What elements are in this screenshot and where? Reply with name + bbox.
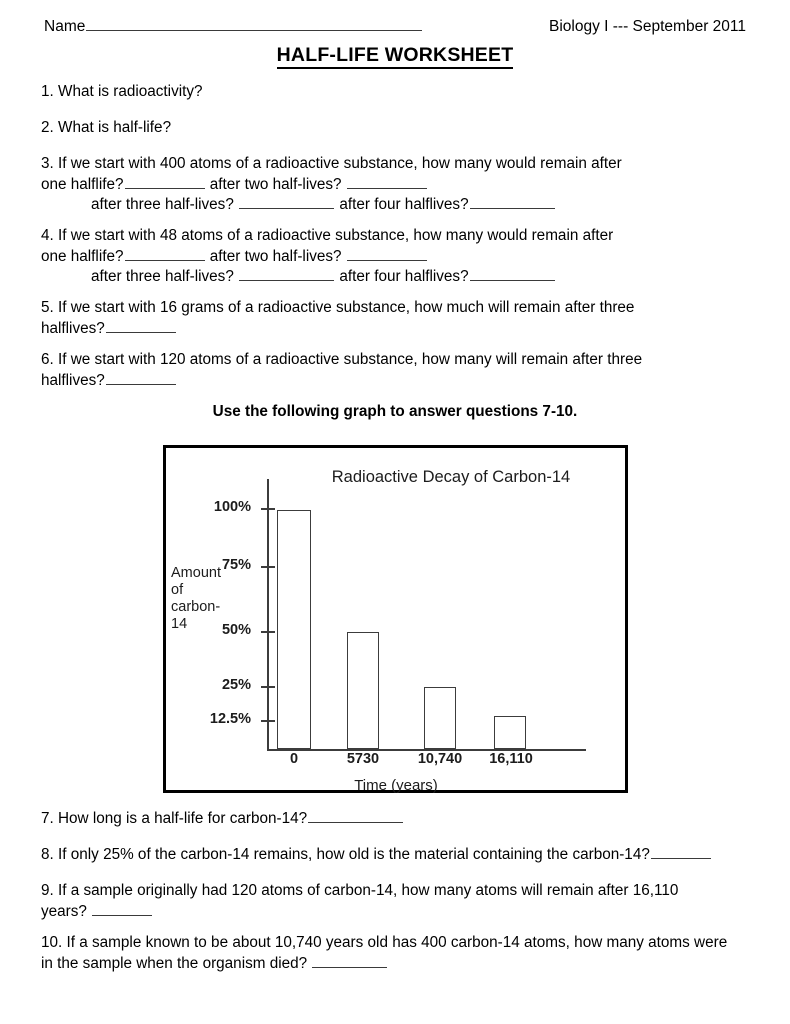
y-tick-label-75: 75% (221, 557, 251, 573)
question-3 (41, 154, 747, 216)
course-info: Biology I --- September 2011 (548, 18, 746, 35)
y-tick-mark (261, 686, 275, 688)
question-1 (41, 82, 747, 103)
question-4-line-2b: after two half-lives? (205, 247, 346, 265)
question-8 (41, 845, 747, 866)
bar-0-years (277, 510, 311, 749)
x-tick-label-10740: 10,740 (417, 751, 463, 767)
question-9-line-1: 9. If a sample originally had 120 atoms of carbon-14, how many atoms will remain after 16,110 (41, 882, 679, 899)
question-1-text: 1. What is radioactivity? (41, 83, 203, 100)
x-tick-label-16110: 16,110 (489, 751, 533, 767)
name-field (44, 17, 422, 36)
question-5-line-1: 5. If we start with 16 grams of a radioactive substance, how much will remain after three (41, 299, 635, 316)
page-title-text: HALF-LIFE WORKSHEET (277, 44, 514, 69)
question-4-line-2a: one halflife? (41, 247, 124, 265)
question-4 (41, 226, 747, 288)
question-6-line-2: halflives? (41, 371, 105, 389)
answer-blank[interactable] (470, 268, 555, 281)
decay-chart (163, 445, 628, 793)
answer-blank[interactable] (125, 176, 205, 189)
answer-blank[interactable] (125, 248, 205, 261)
answer-blank[interactable] (106, 372, 176, 385)
bar-5730-years (347, 632, 379, 749)
question-2-text: 2. What is half-life? (41, 119, 172, 136)
y-tick-mark (261, 508, 275, 510)
answer-blank[interactable] (92, 903, 152, 916)
question-10 (41, 933, 747, 974)
y-axis-title-line-2: of (171, 582, 184, 598)
answer-blank[interactable] (308, 810, 403, 823)
question-3-line-2b: after two half-lives? (205, 175, 346, 193)
y-axis-title (171, 565, 233, 633)
x-axis-title: Time (years) (354, 777, 438, 794)
question-2 (41, 118, 747, 139)
name-label: Name (44, 18, 86, 35)
answer-blank[interactable] (347, 248, 427, 261)
question-4-line-3a: after three half-lives? (91, 268, 239, 285)
question-5 (41, 298, 747, 339)
y-tick-label-50: 50% (221, 622, 251, 638)
chart-inner (166, 448, 625, 794)
question-9 (41, 881, 747, 922)
question-7-text: 7. How long is a half-life for carbon-14? (41, 810, 308, 827)
question-3-line-1: 3. If we start with 400 atoms of a radioactive substance, how many would remain after (41, 155, 622, 172)
chart-title: Radioactive Decay of Carbon-14 (331, 468, 571, 486)
question-6 (41, 350, 747, 391)
question-4-line-1: 4. If we start with 48 atoms of a radioactive substance, how many would remain after (41, 227, 614, 244)
page-title (0, 44, 790, 67)
question-4-line-3b: after four halflives? (335, 268, 469, 285)
question-3-line-3a: after three half-lives? (91, 196, 239, 213)
y-tick-mark (261, 566, 275, 568)
y-tick-label-100: 100% (213, 499, 251, 515)
answer-blank[interactable] (347, 176, 427, 189)
bar-10740-years (424, 687, 456, 749)
y-tick-label-25: 25% (221, 677, 251, 693)
question-5-line-2: halflives? (41, 319, 105, 337)
question-7 (41, 809, 747, 830)
question-6-line-1: 6. If we start with 120 atoms of a radioactive substance, how many will remain after three (41, 351, 643, 368)
y-tick-label-12point5: 12.5% (209, 711, 251, 727)
y-axis-title-line-3: carbon- (171, 599, 221, 615)
bar-16110-years (494, 716, 526, 749)
y-tick-mark (261, 631, 275, 633)
answer-blank[interactable] (312, 955, 387, 968)
graph-instruction: Use the following graph to answer questions 7-10. (212, 403, 578, 420)
question-10-line-1: 10. If a sample known to be about 10,740 years old has 400 carbon-14 atoms, how many atoms were (41, 934, 728, 951)
page-header (44, 17, 746, 39)
x-tick-label-0: 0 (289, 751, 299, 767)
question-10-line-2: in the sample when the organism died? (41, 954, 312, 972)
answer-blank[interactable] (239, 268, 334, 281)
question-8-text: 8. If only 25% of the carbon-14 remains, how old is the material containing the carbon-14? (41, 846, 650, 863)
y-axis-line (267, 479, 269, 750)
question-9-line-2: years? (41, 902, 92, 920)
answer-blank[interactable] (651, 846, 711, 859)
answer-blank[interactable] (239, 196, 334, 209)
question-3-line-2a: one halflife? (41, 175, 124, 193)
question-3-line-3b: after four halflives? (335, 196, 469, 213)
y-axis-title-line-4: 14 (171, 616, 188, 632)
answer-blank[interactable] (470, 196, 555, 209)
answer-blank[interactable] (106, 320, 176, 333)
name-blank-line[interactable] (86, 17, 422, 31)
x-tick-label-5730: 5730 (346, 751, 380, 767)
y-tick-mark (261, 720, 275, 722)
y-axis-title-line-1: Amount (171, 565, 221, 581)
